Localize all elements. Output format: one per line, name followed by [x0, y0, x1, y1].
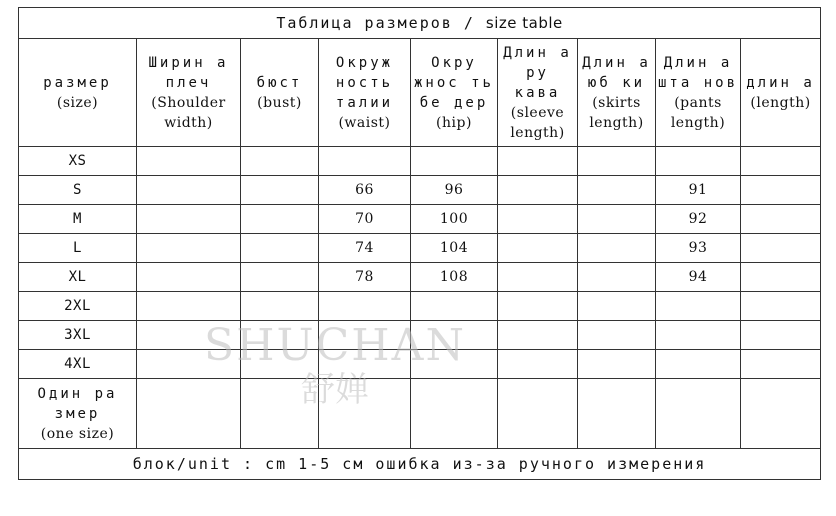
header-size [19, 39, 137, 147]
cell-pants: 94 [656, 263, 741, 292]
cell-pants [656, 292, 741, 321]
header-waist [319, 39, 411, 147]
cell-pants: 92 [656, 205, 741, 234]
cell-waist [319, 292, 411, 321]
header-row [19, 39, 821, 147]
cell-length [741, 147, 821, 176]
cell-shoulder [137, 292, 241, 321]
cell-size: XS [19, 147, 137, 176]
cell-shoulder [137, 321, 241, 350]
watermark-latin: SHUCHAN [204, 320, 466, 371]
header-pants-length-ru: Длин а шта нов [658, 54, 739, 91]
cell-empty [656, 379, 741, 449]
cell-length [741, 205, 821, 234]
header-hip [411, 39, 498, 147]
cell-waist: 78 [319, 263, 411, 292]
title-ru: Таблица размеров / [276, 14, 486, 32]
header-shoulder-width-en: (Shoulder width) [151, 94, 226, 131]
cell-sleeve [498, 321, 578, 350]
cell-empty [319, 379, 411, 449]
cell-skirt [578, 234, 656, 263]
header-length-ru: длин а [746, 74, 815, 91]
cell-hip [411, 321, 498, 350]
table-row [19, 292, 821, 321]
header-skirt-length-ru: Длин а юб ки [582, 54, 651, 91]
cell-empty [578, 379, 656, 449]
cell-size: M [19, 205, 137, 234]
size-chart [18, 7, 820, 499]
cell-sleeve [498, 205, 578, 234]
cell-length [741, 292, 821, 321]
cell-hip [411, 350, 498, 379]
cell-shoulder [137, 263, 241, 292]
cell-bust [241, 321, 319, 350]
header-shoulder-width [137, 39, 241, 147]
cell-bust [241, 176, 319, 205]
cell-shoulder [137, 205, 241, 234]
cell-bust [241, 147, 319, 176]
cell-size: 3XL [19, 321, 137, 350]
size-table [18, 7, 821, 480]
table-row [19, 263, 821, 292]
cell-pants: 93 [656, 234, 741, 263]
cell-shoulder [137, 350, 241, 379]
table-row [19, 234, 821, 263]
one-size-en: (one size) [40, 425, 115, 442]
cell-size: XL [19, 263, 137, 292]
cell-hip [411, 147, 498, 176]
header-shoulder-width-ru: Ширин а плеч [148, 54, 229, 91]
header-sleeve-length [498, 39, 578, 147]
cell-skirt [578, 205, 656, 234]
cell-waist: 66 [319, 176, 411, 205]
one-size-ru: Один ра змер [37, 385, 118, 422]
header-waist-en: (waist) [338, 114, 391, 131]
cell-bust [241, 292, 319, 321]
cell-hip [411, 292, 498, 321]
header-sleeve-length-ru: Длин а ру кава [503, 44, 572, 101]
cell-skirt [578, 147, 656, 176]
cell-waist [319, 350, 411, 379]
cell-length [741, 263, 821, 292]
table-row [19, 205, 821, 234]
cell-size: L [19, 234, 137, 263]
cell-waist: 74 [319, 234, 411, 263]
cell-sleeve [498, 350, 578, 379]
header-bust [241, 39, 319, 147]
cell-waist [319, 321, 411, 350]
cell-empty [241, 379, 319, 449]
header-sleeve-length-en: (sleeve length) [510, 104, 565, 141]
cell-bust [241, 205, 319, 234]
table-row [19, 350, 821, 379]
cell-bust [241, 350, 319, 379]
cell-empty [741, 379, 821, 449]
header-length-en: (length) [750, 94, 811, 111]
cell-size: 2XL [19, 292, 137, 321]
cell-skirt [578, 350, 656, 379]
cell-skirt [578, 321, 656, 350]
header-skirt-length-en: (skirts length) [589, 94, 644, 131]
cell-shoulder [137, 234, 241, 263]
cell-waist [319, 147, 411, 176]
header-waist-ru: Окруж ность талии [335, 54, 394, 111]
cell-one-size [19, 379, 137, 449]
table-footer-note: блок/unit : cm 1-5 см ошибка из-за ручного измерения [19, 449, 821, 480]
cell-hip: 96 [411, 176, 498, 205]
cell-sleeve [498, 176, 578, 205]
watermark-cjk: 舒婵 [301, 370, 369, 410]
table-row [19, 176, 821, 205]
cell-empty [137, 379, 241, 449]
cell-size: S [19, 176, 137, 205]
cell-sleeve [498, 234, 578, 263]
cell-pants [656, 321, 741, 350]
cell-length [741, 176, 821, 205]
header-bust-en: (bust) [257, 94, 302, 111]
cell-hip: 104 [411, 234, 498, 263]
cell-length [741, 234, 821, 263]
title-en: size table [485, 14, 563, 32]
cell-bust [241, 263, 319, 292]
cell-pants [656, 147, 741, 176]
cell-waist: 70 [319, 205, 411, 234]
cell-sleeve [498, 147, 578, 176]
header-hip-en: (hip) [436, 114, 472, 131]
cell-skirt [578, 292, 656, 321]
header-bust-ru: бюст [256, 74, 303, 91]
table-row-one-size [19, 379, 821, 449]
cell-skirt [578, 176, 656, 205]
table-title [19, 8, 821, 39]
header-size-en: (size) [56, 94, 99, 111]
header-pants-length-en: (pants length) [670, 94, 726, 131]
cell-shoulder [137, 176, 241, 205]
cell-pants: 91 [656, 176, 741, 205]
table-row [19, 147, 821, 176]
cell-sleeve [498, 292, 578, 321]
cell-hip: 100 [411, 205, 498, 234]
cell-length [741, 350, 821, 379]
cell-sleeve [498, 263, 578, 292]
cell-skirt [578, 263, 656, 292]
cell-shoulder [137, 147, 241, 176]
header-skirt-length [578, 39, 656, 147]
header-length [741, 39, 821, 147]
cell-bust [241, 234, 319, 263]
cell-hip: 108 [411, 263, 498, 292]
header-hip-ru: Окру жнос ть бе дер [413, 54, 494, 111]
header-size-ru: размер [43, 74, 112, 91]
cell-empty [411, 379, 498, 449]
cell-pants [656, 350, 741, 379]
cell-length [741, 321, 821, 350]
header-pants-length [656, 39, 741, 147]
table-row [19, 321, 821, 350]
cell-empty [498, 379, 578, 449]
cell-size: 4XL [19, 350, 137, 379]
